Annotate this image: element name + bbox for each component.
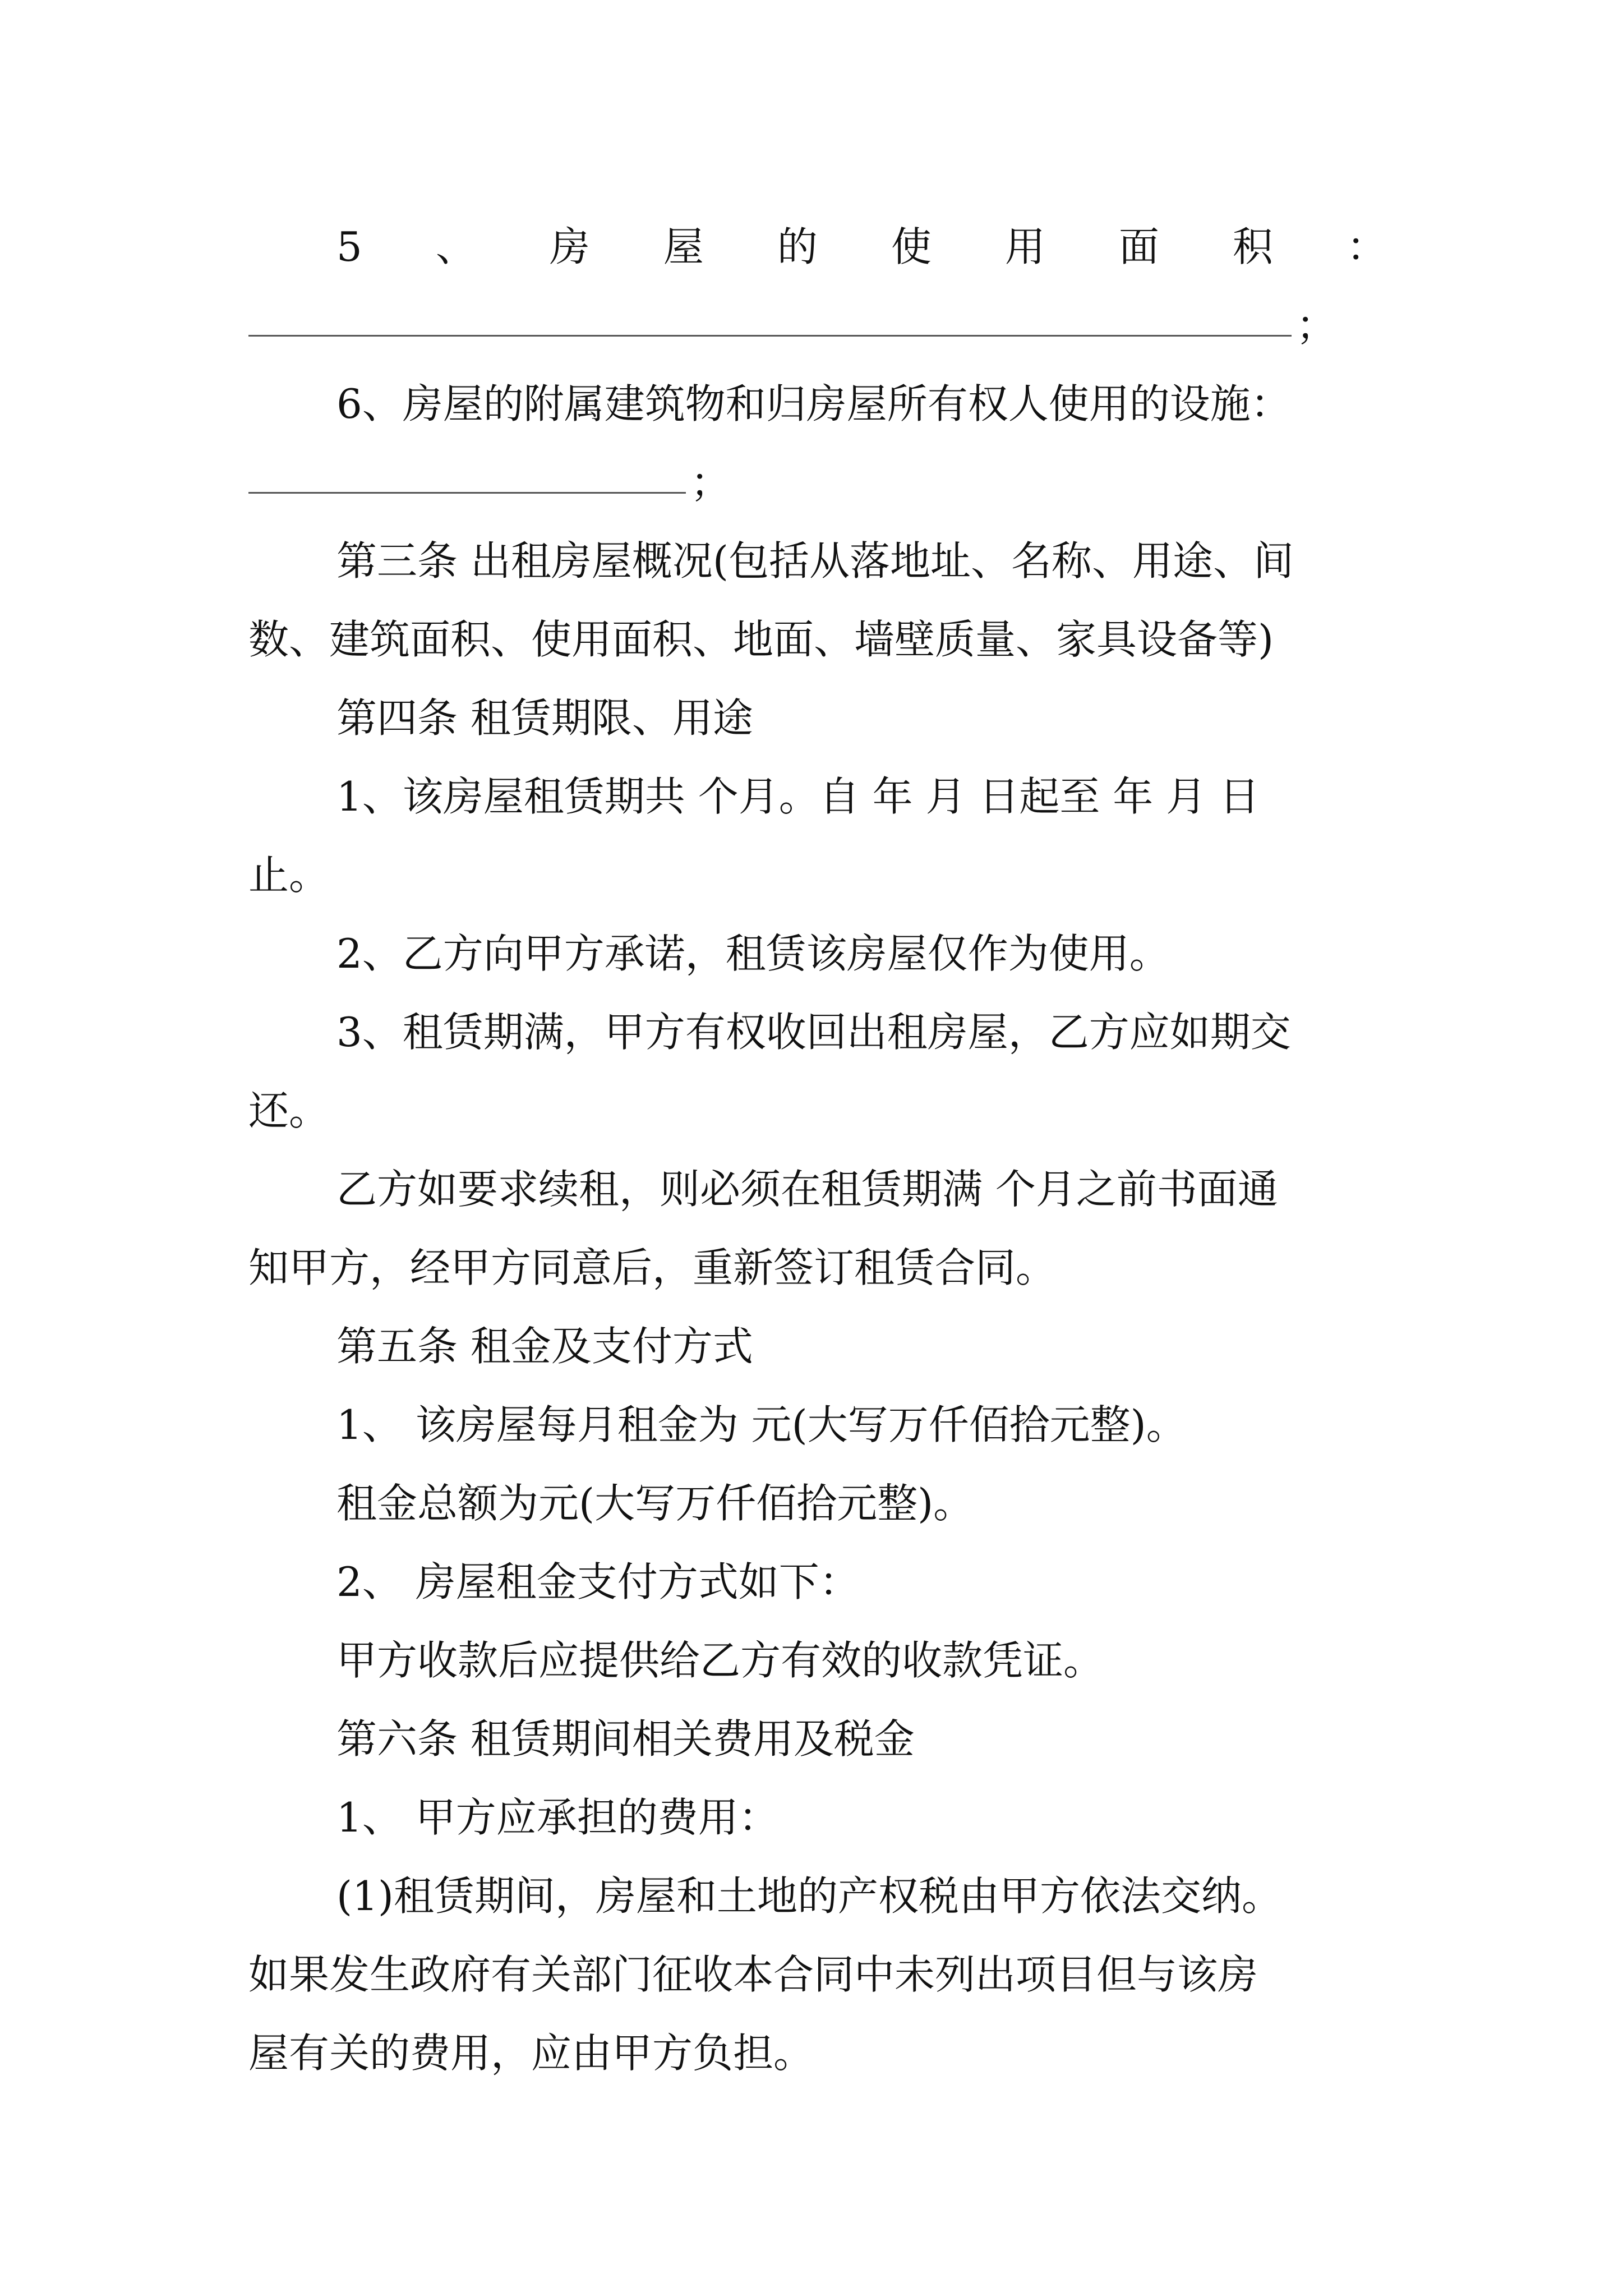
semicolon: ； [1296,302,1337,349]
fill-in-blank [248,289,1292,337]
article-6-clause-1a-line-2: 如果发生政府有关部门征收本合同中未列出项目但与该房 [248,1951,1258,1998]
item-6-blank-line [248,446,1387,519]
article-4-clause-2: 2、乙方向甲方承诺，租赁该房屋仅作为使用。 [336,930,1170,977]
article-6-clause-1a-line-1: (1)租赁期间，房屋和土地的产权税由甲方依法交纳。 [336,1872,1282,1920]
item-5-heading [336,210,1387,283]
article-5-clause-1: 1、 该房屋每月租金为 元(大写万仟佰拾元整)。 [336,1401,1187,1448]
article-5-total-rent: 租金总额为元(大写万仟佰拾元整)。 [336,1480,974,1527]
item5-char: 的 [777,223,818,270]
article-5-title: 第五条 租金及支付方式 [336,1323,753,1370]
item5-char: 屋 [663,223,704,270]
article-4-clause-1-line-1: 1、该房屋租赁期共 个月。自 年 月 日起至 年 月 日 [336,773,1260,820]
item5-char: 房 [549,223,590,270]
renewal-line-2: 知甲方，经甲方同意后，重新签订租赁合同。 [248,1244,1057,1291]
semicolon: ； [690,459,731,506]
article-4-clause-3-line-2: 还。 [248,1087,330,1134]
article-6-clause-1: 1、 甲方应承担的费用： [336,1794,779,1841]
article-4-clause-1-line-2: 止。 [248,852,330,899]
item5-char: 、 [435,223,476,270]
item-5-blank-line [248,289,1387,362]
item5-char: 积 [1232,223,1273,270]
article-6-title: 第六条 租赁期间相关费用及税金 [336,1715,915,1763]
article-4-title: 第四条 租赁期限、用途 [336,694,753,742]
fill-in-blank [248,446,686,494]
article-6-clause-1a-line-3: 屋有关的费用，应由甲方负担。 [248,2030,814,2077]
item5-char: ： [1346,223,1387,270]
item5-char: 面 [1118,223,1159,270]
renewal-line-1: 乙方如要求续租，则必须在租赁期满 个月之前书面通 [336,1166,1278,1213]
article-5-receipt: 甲方收款后应提供给乙方有效的收款凭证。 [336,1637,1104,1684]
article-5-clause-2: 2、 房屋租金支付方式如下： [336,1558,860,1605]
item-6: 6、房屋的附属建筑物和归房屋所有权人使用的设施： [336,380,1291,427]
article-4-clause-3-line-1: 3、租赁期满，甲方有权收回出租房屋，乙方应如期交 [336,1009,1291,1056]
item5-char: 用 [1004,223,1045,270]
item5-char: 使 [891,223,932,270]
item5-char: 5 [336,223,362,270]
article-3-line-2: 数、建筑面积、使用面积、地面、墙壁质量、家具设备等) [248,616,1274,663]
article-3-line-1: 第三条 出租房屋概况(包括从落地址、名称、用途、间 [336,537,1294,585]
